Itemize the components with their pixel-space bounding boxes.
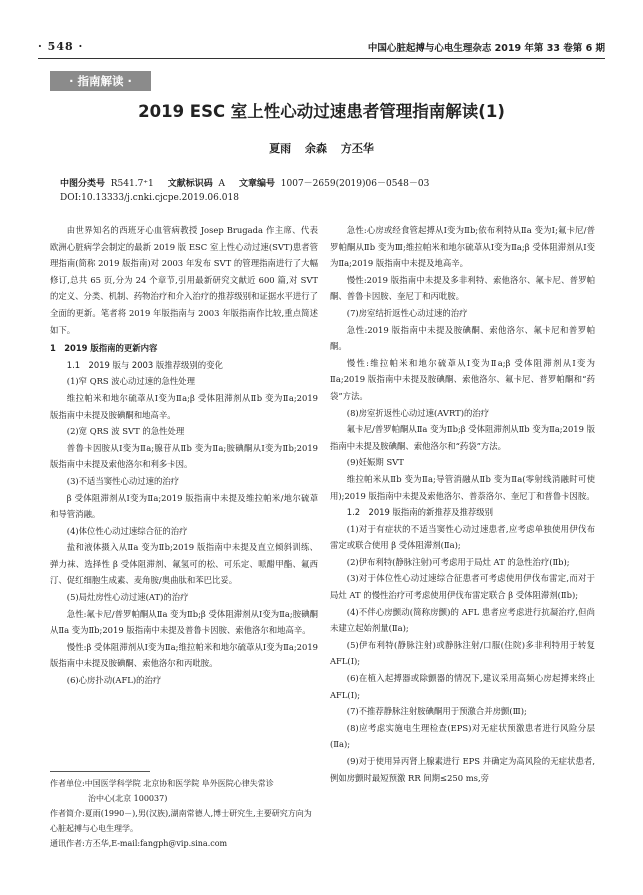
- body-paragraph: β 受体阻滞剂从Ⅰ变为Ⅱa;2019 版指南中未提及维拉帕米/地尔硫䓬和导管消融。: [50, 492, 318, 520]
- body-paragraph: 维拉帕米从Ⅱb 变为Ⅱa;导管消融从Ⅱb 变为Ⅱa(零射线消融时可使用);2019 版指南中未提及索他洛尔、普萘洛尔、奎尼丁和普鲁卡因胺。: [330, 473, 595, 501]
- body-paragraph: 氟卡尼/普罗帕酮从Ⅱa 变为Ⅱb;β 受体阻滞剂从Ⅱb 变为Ⅱa;2019 版指南中未提及胺碘酮、索他洛尔和“药袋”方法。: [330, 424, 595, 451]
- body-paragraph: (2)宽 QRS 波 SVT 的急性处理: [66, 426, 185, 437]
- footnote-line: 作者单位:中国医学科学院 北京协和医学院 阜外医院心律失常诊: [50, 779, 274, 788]
- body-paragraph: (5)伊布利特(静脉注射)或静脉注射/口服(住院)多非利特用于转复 AFL(Ⅰ);: [330, 639, 595, 667]
- body-paragraph: (5)局灶房性心动过速(AT)的治疗: [66, 592, 189, 603]
- body-left-column: [50, 222, 318, 689]
- body-paragraph: 急性:氟卡尼/普罗帕酮从Ⅱa 变为Ⅱb;β 受体阻滞剂从Ⅰ变为Ⅱa;胺碘酮从Ⅱa 变为Ⅱb;2019 版指南中未提及普鲁卡因胺、索他洛尔和地高辛。: [50, 608, 318, 636]
- clc-value: R541.7⁺1: [110, 179, 154, 189]
- body-paragraph: (6)心房扑动(AFL)的治疗: [66, 675, 162, 686]
- body-paragraph: (7)房室结折返性心动过速的治疗: [346, 307, 468, 318]
- section-heading: 1 2019 版指南的更新内容: [50, 343, 158, 354]
- body-paragraph: (3)对于体位性心动过速综合征患者可考虑使用伊伐布雷定,而对于局灶 AT 的慢性治疗可考虑使用伊伐布雷定联合 β 受体阻滞剂(Ⅱb);: [330, 573, 595, 601]
- footnote-line: 通讯作者:方丕华,E-mail:fangph@vip.sina.com: [50, 839, 228, 848]
- body-paragraph: (3)不适当窦性心动过速的治疗: [66, 475, 180, 486]
- header-divider: [38, 58, 605, 59]
- footnote-divider: [50, 771, 150, 772]
- body-paragraph: 急性:2019 版指南中未提及胺碘酮、索他洛尔、氟卡尼和普罗帕酮。: [330, 324, 595, 352]
- body-paragraph: (4)体位性心动过速综合征的治疗: [66, 525, 188, 536]
- doc-code-value: A: [218, 179, 226, 189]
- doc-code-label: 文献标识码: [167, 179, 213, 189]
- footnotes: [50, 776, 318, 851]
- body-paragraph: 维拉帕米和地尔硫䓬从Ⅰ变为Ⅱa;β 受体阻滞剂从Ⅱb 变为Ⅱa;2019 版指南中未提及胺碘酮和地高辛。: [50, 392, 318, 420]
- article-authors: 夏雨 余森 方丕华: [269, 142, 374, 155]
- article-title: 2019 ESC 室上性心动过速患者管理指南解读(1): [138, 102, 505, 121]
- body-paragraph: 慢性:2019 版指南中未提及多非利特、索他洛尔、氟卡尼、普罗帕酮、普鲁卡因胺、奎尼丁和丙吡胺。: [330, 274, 595, 302]
- body-paragraph: (6)在植入起搏器或除颤器的情况下,建议采用高频心房起搏来终止 AFL(Ⅰ);: [330, 673, 595, 700]
- article-no-value: 1007－2659(2019)06－0548－03: [280, 179, 430, 189]
- body-paragraph: 慢性:维拉帕米和地尔硫䓬从Ⅰ变为Ⅱa;β 受体阻滞剂从Ⅰ变为Ⅱa;2019 版指南中未提及胺碘酮、索他洛尔、氟卡尼、普罗帕酮和“药袋”方法。: [330, 357, 595, 401]
- body-paragraph: 急性:心房或经食管起搏从Ⅰ变为Ⅱb;依布利特从Ⅱa 变为Ⅰ;氟卡尼/普罗帕酮从Ⅱb 变为Ⅲ;维拉帕米和地尔硫䓬从Ⅰ变为Ⅱa;β 受体阻滞剂从Ⅰ变为Ⅱa;2019 版指南中未提及地高辛。: [330, 225, 595, 269]
- subsection-heading: 1.2 2019 版指南的新推荐及推荐级别: [346, 507, 493, 518]
- clc-label: 中图分类号: [60, 179, 106, 189]
- article-no-label: 文章编号: [239, 179, 276, 189]
- body-paragraph: (7)不推荐静脉注射胺碘酮用于预激合并房颤(Ⅲ);: [346, 706, 527, 717]
- body-paragraph: 慢性:β 受体阻滞剂从Ⅰ变为Ⅱa;维拉帕米和地尔硫䓬从Ⅰ变为Ⅱa;2019 版指南中未提及胺碘酮、索他洛尔和丙吡胺。: [50, 641, 318, 669]
- body-paragraph: 由世界知名的西班牙心血管病教授 Josep Brugada 作主席、代表欧洲心脏病学会制定的最新 2019 版 ESC 室上性心动过速(SVT)患者管理指南(简称 2019 版指南)对 2003 年发布 SVT 的管理指南进行了大幅修订,总共 65 页,分为 24 个章节,引用最新研究文献近 600 篇,对 SVT 的定义、分类、机制、药物治疗和介入治疗的推荐级别和证据水平进行了全面的更新。笔者将 2019 年版指南与 2003 年版指南作比较,重点简述如下。: [50, 225, 318, 335]
- body-paragraph: 盐和液体摄入从Ⅱa 变为Ⅱb;2019 版指南中未提及直立倾斜训练、弹力袜、选择性 β 受体阻滞剂、氟氢可的松、可乐定、哌醋甲酯、氟西汀、促红细胞生成素、麦角胺/奥曲肽和苯巴比妥。: [50, 542, 318, 586]
- body-paragraph: (8)应考虑实施电生理检查(EPS)对无症状预激患者进行风险分层(Ⅱa);: [330, 722, 595, 750]
- body-paragraph: (4)不伴心房颤动(简称房颤)的 AFL 患者应考虑进行抗凝治疗,但尚未建立起始剂量(Ⅱa);: [330, 606, 595, 634]
- subsection-heading: 1.1 2019 版与 2003 版推荐级别的变化: [66, 359, 223, 370]
- body-paragraph: (1)窄 QRS 波心动过速的急性处理: [66, 376, 196, 387]
- footnote-line: 作者简介:夏雨(1990－),男(汉族),湖南常德人,博士研究生,主要研究方向为心脏起搏与心电生理学。: [50, 809, 312, 833]
- body-paragraph: 普鲁卡因胺从Ⅰ变为Ⅱa;腺苷从Ⅱb 变为Ⅱa;胺碘酮从Ⅰ变为Ⅱb;2019 版指南中未提及索他洛尔和利多卡因。: [50, 442, 318, 470]
- body-paragraph: (9)妊娠期 SVT: [346, 457, 404, 468]
- body-right-column: [330, 222, 595, 786]
- journal-header: 中国心脏起搏与心电生理杂志 2019 年第 33 卷第 6 期: [367, 43, 605, 54]
- page-number: · 548 ·: [38, 40, 84, 53]
- article-metadata: [60, 176, 429, 189]
- body-paragraph: (2)伊布利特(静脉注射)可考虑用于局灶 AT 的急性治疗(Ⅱb);: [346, 556, 570, 567]
- body-paragraph: (1)对于有症状的不适当窦性心动过速患者,应考虑单独使用伊伐布雷定或联合使用 β 受体阻滞剂(Ⅱa);: [330, 523, 595, 551]
- body-paragraph: (9)对于使用异丙肾上腺素进行 EPS 并确定为高风险的无症状患者,例如房颤时最短预激 RR 间期≤250 ms,旁: [330, 756, 595, 783]
- body-paragraph: (8)房室折返性心动过速(AVRT)的治疗: [346, 407, 490, 418]
- section-tag: · 指南解读 ·: [50, 71, 151, 91]
- doi: DOI:10.13333/j.cnki.cjcpe.2019.06.018: [60, 193, 239, 203]
- footnote-line: 治中心(北京 100037): [88, 794, 168, 803]
